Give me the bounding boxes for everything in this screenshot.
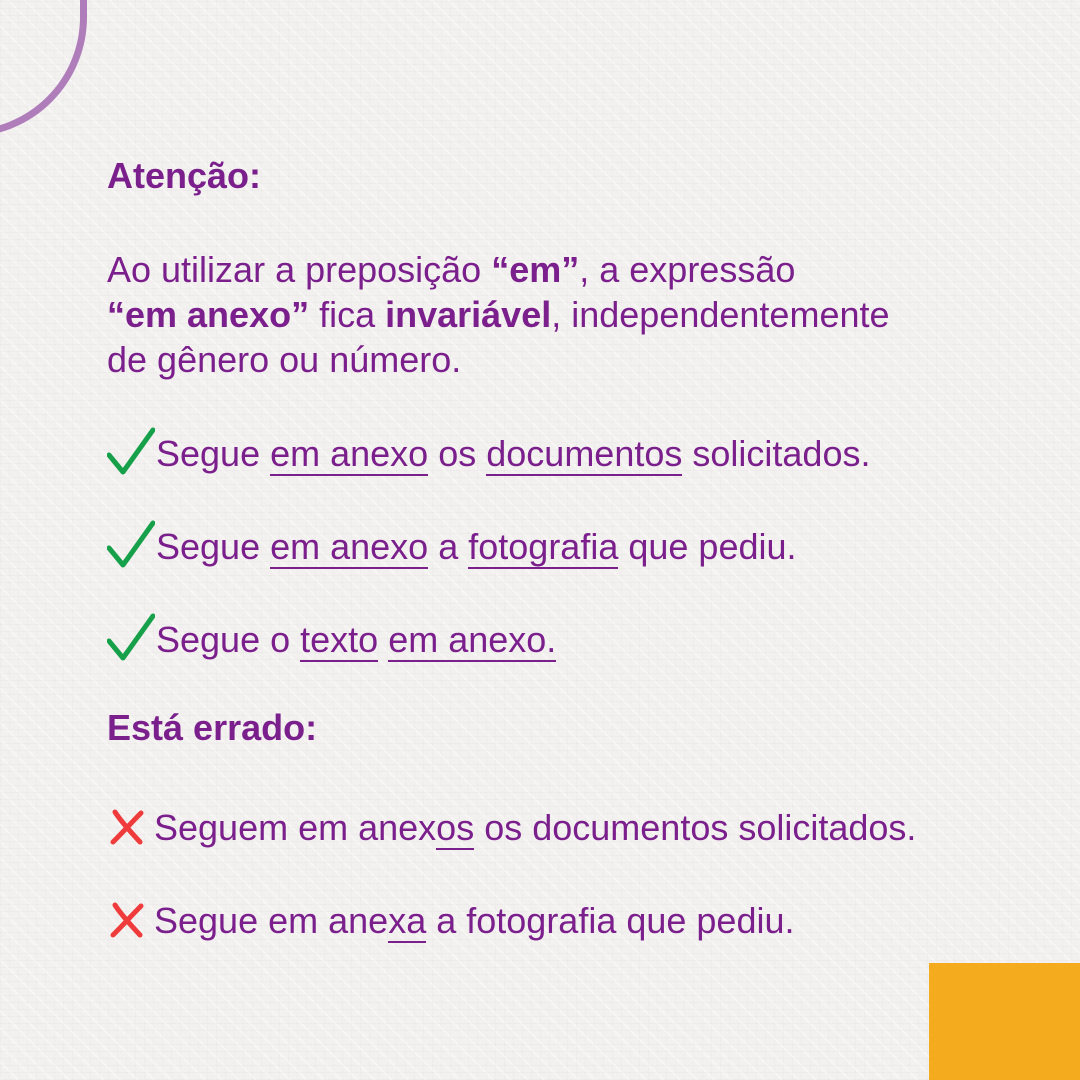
wrong-example-1-text: Seguem em anexos os documentos solicitados. — [154, 807, 917, 848]
intro-line-2 — [107, 292, 987, 337]
intro-line-2-end: , independentemente — [551, 294, 890, 335]
intro-line-3: de gênero ou número. — [107, 339, 462, 380]
cross-icon — [107, 807, 147, 847]
correct-example-2 — [107, 513, 797, 569]
intro-em-anexo: “em anexo” — [107, 294, 310, 335]
intro-em: “em” — [491, 249, 580, 290]
underlined-os: os — [436, 807, 475, 848]
correct-example-1-text: Segue em anexo os documentos solicitados. — [156, 433, 871, 474]
cross-icon — [107, 900, 147, 940]
underlined-documentos: documentos — [486, 433, 683, 474]
correct-example-3-text: Segue o texto em anexo. — [156, 619, 557, 660]
intro-fica: fica — [309, 294, 386, 335]
wrong-heading: Está errado: — [107, 707, 318, 748]
wrong-example-2 — [107, 887, 795, 943]
underlined-xa: xa — [388, 900, 427, 941]
intro-line-1 — [107, 247, 987, 292]
wrong-example-1 — [107, 794, 916, 850]
check-icon — [107, 517, 155, 569]
underlined-fotografia: fotografia — [468, 526, 619, 567]
underlined-em-anexo: em anexo — [270, 526, 429, 567]
underlined-texto: texto — [300, 619, 379, 660]
correct-example-2-text: Segue em anexo a fotografia que pediu. — [156, 526, 797, 567]
decorative-corner-arc — [0, 0, 87, 137]
underlined-em-anexo-final: em anexo. — [388, 619, 557, 660]
attention-heading: Atenção: — [107, 155, 262, 196]
intro-paragraph — [107, 247, 987, 382]
check-icon — [107, 424, 155, 476]
correct-example-1 — [107, 420, 870, 476]
correct-example-3 — [107, 606, 556, 662]
wrong-example-2-text: Segue em anexa a fotografia que pediu. — [154, 900, 795, 941]
intro-invariavel: invariável — [385, 294, 552, 335]
check-icon — [107, 610, 155, 662]
intro-line-1-end: , a expressão — [579, 249, 796, 290]
intro-line-1-start: Ao utilizar a preposição — [107, 249, 492, 290]
decorative-orange-square — [929, 963, 1080, 1080]
underlined-em-anexo: em anexo — [270, 433, 429, 474]
